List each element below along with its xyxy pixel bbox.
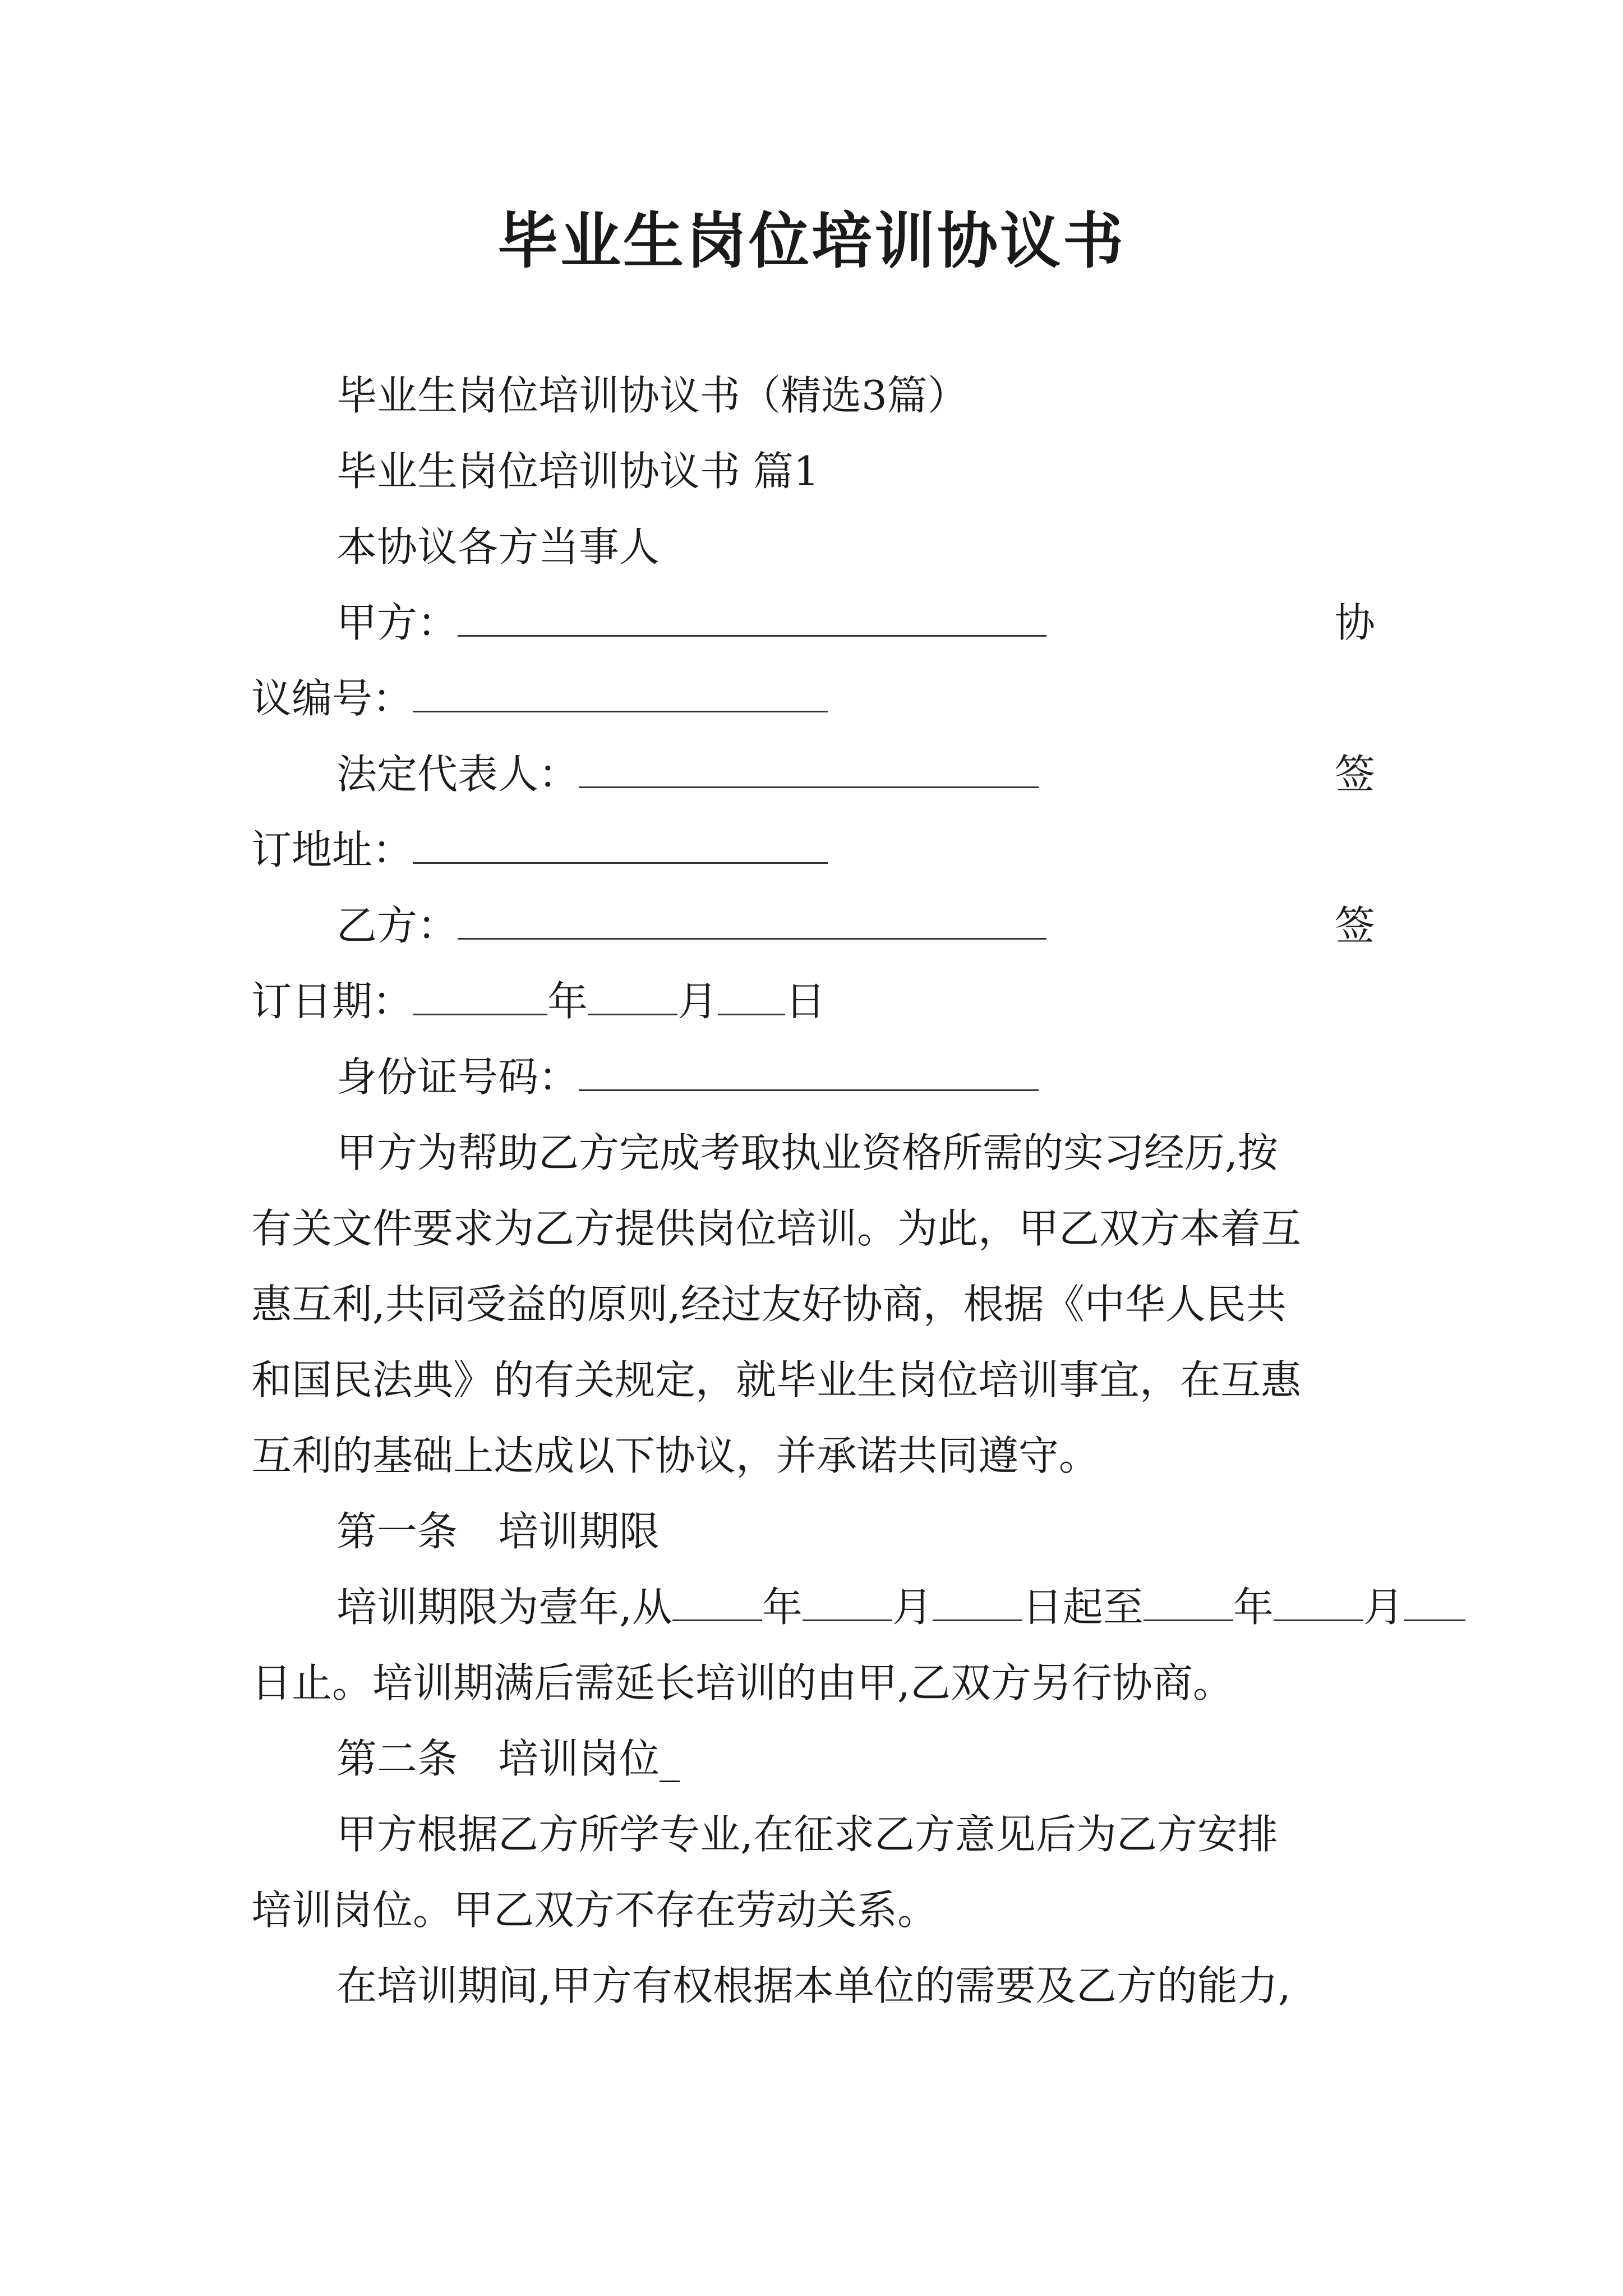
sign-date-year: 年 <box>547 978 588 1025</box>
agreement-no-label-part2: 议编号： <box>251 675 413 722</box>
article1-start-month-blank[interactable] <box>803 1579 892 1621</box>
article2-para-line-1: 甲方根据乙方所学专业,在征求乙方意见后为乙方安排 <box>336 1811 1278 1858</box>
article1-start-day-blank[interactable] <box>933 1579 1022 1621</box>
party-b-blank[interactable] <box>458 898 1046 940</box>
sign-date-month-blank[interactable] <box>588 973 677 1015</box>
article1-end-year: 年 <box>1233 1584 1274 1631</box>
agreement-no-row <box>251 670 828 726</box>
party-b-row <box>336 898 1046 954</box>
para1-line-3: 惠互利,共同受益的原则,经过友好协商，根据《中华人民共 <box>251 1281 1287 1328</box>
para1-line-1: 甲方为帮助乙方完成考取执业资格所需的实习经历,按 <box>336 1129 1278 1176</box>
legal-rep-row <box>336 746 1039 802</box>
subtitle: 毕业生岗位培训协议书（精选3篇） <box>336 372 968 419</box>
party-a-label: 甲方： <box>336 599 458 646</box>
section-heading: 毕业生岗位培训协议书 篇1 <box>336 448 819 495</box>
article1-end-day-blank[interactable] <box>1404 1579 1465 1621</box>
sign-place-blank[interactable] <box>413 822 828 864</box>
legal-rep-label: 法定代表人： <box>336 751 579 798</box>
id-number-label: 身份证号码： <box>336 1053 579 1101</box>
article1-line-2: 日止。培训期满后需延长培训的由甲,乙双方另行协商。 <box>251 1659 1233 1706</box>
party-a-blank[interactable] <box>458 595 1046 637</box>
page-title: 毕业生岗位培训协议书 <box>497 206 1126 277</box>
article1-line-1 <box>336 1579 1465 1635</box>
article1-start-year-blank[interactable] <box>672 1579 762 1621</box>
sign-date-day-blank[interactable] <box>718 973 785 1015</box>
agreement-no-blank[interactable] <box>413 670 828 712</box>
article2-heading: 第二条 培训岗位_ <box>336 1735 680 1782</box>
sign-date-row <box>251 973 826 1029</box>
article1-heading: 第一条 培训期限 <box>336 1508 660 1555</box>
sign-date-day: 日 <box>785 978 826 1025</box>
article2-last-line: 在培训期间,甲方有权根据本单位的需要及乙方的能力, <box>336 1962 1291 2009</box>
id-number-row <box>336 1049 1039 1105</box>
sign-place-label-part2: 订地址： <box>251 826 413 873</box>
article1-end-month: 月 <box>1363 1584 1404 1631</box>
parties-intro: 本协议各方当事人 <box>336 523 660 570</box>
sign-date-year-blank[interactable] <box>413 973 547 1015</box>
para1-line-5: 互利的基础上达成以下协议，并承诺共同遵守。 <box>251 1432 1100 1479</box>
para1-line-2: 有关文件要求为乙方提供岗位培训。为此，甲乙双方本着互 <box>251 1205 1302 1252</box>
para1-line-4: 和国民法典》的有关规定，就毕业生岗位培训事宜，在互惠 <box>251 1356 1302 1404</box>
id-number-blank[interactable] <box>579 1049 1039 1091</box>
legal-rep-blank[interactable] <box>579 746 1039 788</box>
party-b-label: 乙方： <box>336 902 458 949</box>
article1-start-year: 年 <box>762 1584 803 1631</box>
article2-para-line-2: 培训岗位。甲乙双方不存在劳动关系。 <box>251 1887 938 1934</box>
article1-day-to: 日起至 <box>1022 1584 1144 1631</box>
article1-end-month-blank[interactable] <box>1274 1579 1363 1621</box>
agreement-no-label-part1: 协 <box>1335 599 1376 646</box>
article1-start-month: 月 <box>892 1584 933 1631</box>
sign-date-month: 月 <box>677 978 718 1025</box>
sign-place-label-part1: 签 <box>1335 751 1376 798</box>
sign-place-row <box>251 822 828 878</box>
sign-date-label-part1: 签 <box>1335 902 1376 949</box>
article1-text-start: 培训期限为壹年,从 <box>336 1584 672 1631</box>
party-a-row <box>336 595 1046 651</box>
article1-end-year-blank[interactable] <box>1144 1579 1233 1621</box>
sign-date-label-part2: 订日期： <box>251 978 413 1025</box>
